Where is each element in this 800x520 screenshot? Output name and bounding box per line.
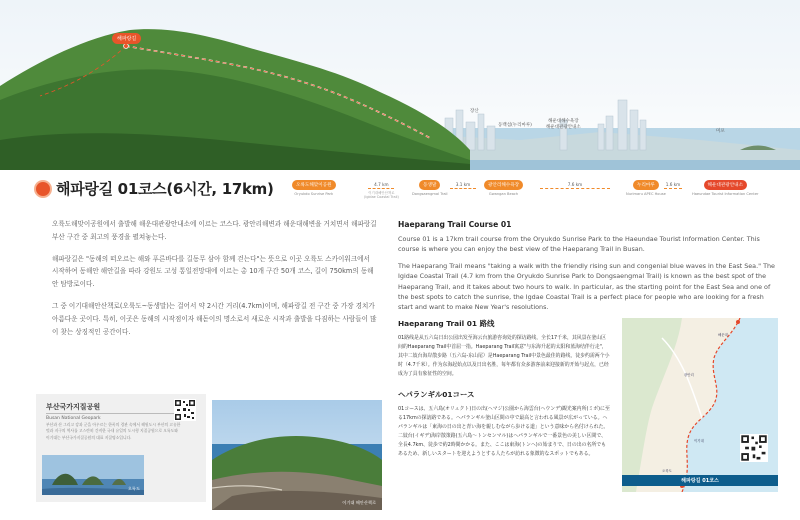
route-segment xyxy=(364,182,399,199)
landmark-mipo: 미포 xyxy=(716,129,725,134)
geopark-title: 부산국가지질공원 xyxy=(46,402,176,414)
page-title: 해파랑길 01코스(6시간, 17km) xyxy=(56,180,274,198)
route-diagram xyxy=(292,180,778,214)
course-title xyxy=(36,178,274,199)
route-stop xyxy=(626,180,666,196)
geopark-heading xyxy=(46,402,176,421)
landmark-haeundae: 해운대해수욕장 해운대관광안내소 xyxy=(546,119,581,130)
korean-paragraph: 해파랑길은 "동해의 떠오르는 해와 푸른바다를 길동무 삼아 함께 걷는다"는 뜻으로 이곳 오륙도 스카이워크에서 시작하여 동해안 해안길을 따라 강원도 고성 통일전망대에 이르는 총 10개 구간 50개 코스, 길이 750km의 동해안 탐방로이다. xyxy=(52,254,374,289)
igidae-coast-photo xyxy=(212,400,382,510)
qr-code-icon[interactable] xyxy=(740,434,768,462)
chinese-heading: Haeparang Trail 01 路线 xyxy=(398,319,495,328)
map-place: 이기대 xyxy=(694,439,704,443)
korean-paragraph: 오륙도해맞이공원에서 출발해 해운대관광안내소에 이르는 코스다. 광안리해변과 해운대해변을 거치면서 해파랑길 부산 구간 중 최고의 풍경을 펼쳐놓는다. xyxy=(52,220,377,241)
route-stop xyxy=(292,180,336,196)
segment-distance: 3.1 km xyxy=(455,182,471,187)
english-paragraph: The Haeparang Trail means "taking a walk with the friendly rising sun and congenial blue waves in the East Sea." The Igidae Coastal Trail (4.7 km from the Oryukdo Sunrise Park to Dongsaengmal Trail) is known as the best spot of the Haeparang Trail, and it takes about two hours to walk. In particular, as the starting point for the East Sea and one of the best spots to catch the sunrise, the Igdae Coastal Trail is a perfect place for people who are looking for a fresh start and want to make New Year's resolutions. xyxy=(398,261,775,312)
route-stop-name: 광안리해수욕장 xyxy=(484,180,523,190)
english-description xyxy=(398,220,780,319)
hero-panorama xyxy=(0,0,800,170)
korean-description xyxy=(52,218,378,347)
segment-distance: 7.6 km xyxy=(567,182,583,187)
coastline-illustration xyxy=(0,0,800,170)
route-stop xyxy=(412,180,448,196)
route-segment xyxy=(450,182,476,189)
segment-line xyxy=(540,188,610,189)
map-place: 오륙도 xyxy=(662,469,672,473)
geopark-card xyxy=(36,394,206,502)
qr-code-icon[interactable] xyxy=(174,399,196,421)
route-stop-name: 해운대관광안내소 xyxy=(704,180,748,190)
photo-caption: 오륙도 xyxy=(127,486,140,491)
route-stop xyxy=(484,180,523,196)
korean-paragraph: 그 중 이기대해안산책로(오륙도~동생말)는 걸어서 약 2시간 거리(4.7km)이며, 해파랑길 전 구간 중 가장 경치가 아름다운 곳이다. 특히, 이곳은 동해의 시작점이자 해돋이의 명소로서 새로운 시작과 출발을 다짐하는 사람들이 많이 찾는 상징적인 공간이다. xyxy=(52,301,377,336)
segment-distance: 4.7 km xyxy=(374,182,389,187)
english-heading: Haeparang Trail Course 01 xyxy=(398,220,512,229)
route-stop-name: 누리마루 xyxy=(633,180,659,190)
trail-pin-label: 해파랑길 xyxy=(112,33,141,44)
map-place: 광안리 xyxy=(684,373,694,377)
route-segment xyxy=(540,182,610,189)
photo-caption: 이기대 해안산책로 xyxy=(342,500,376,505)
route-stop-en: Oryukdo Sunrise Park xyxy=(294,192,334,196)
route-stop-en: Haeundae Tourist Information Center xyxy=(692,192,759,196)
route-stop-en: Nurimaru APEC House xyxy=(626,192,666,196)
segment-line xyxy=(450,188,476,189)
route-stop-name: 동생말 xyxy=(419,180,440,190)
map-place: 해운대 xyxy=(718,333,728,337)
route-stop xyxy=(692,180,759,196)
landmark-dongbaekseom: 동백섬(누리마루) xyxy=(498,123,532,128)
segment-note: 이기대해안산책로 (Igidae Coastal Trail) xyxy=(364,191,399,199)
segment-line xyxy=(664,188,682,189)
geopark-body: 부산과 산 그리고 강과 군을 아우르는 한폭의 경관 속에서 해원도시 부산의 고유한 멋과 지구의 역사를 고스란히 간직한 국내 유일의 도시형 지질공원으로 오륙도와 이기대는 부산국가지질공원의 대표 지질명소입니다. xyxy=(46,422,181,440)
trail-map xyxy=(622,318,778,492)
geopark-subtitle: Busan National Geopark xyxy=(46,416,101,421)
multilingual-description xyxy=(398,318,610,459)
route-stop-en: Gwangan Beach xyxy=(488,192,519,196)
route-stop-en: Dongsaengmal Trail xyxy=(412,192,448,196)
japanese-heading: ヘパランギル01コース xyxy=(398,390,475,399)
segment-line xyxy=(368,188,394,189)
landmark-jangsan: 장산 xyxy=(470,109,479,114)
segment-distance: 1.6 km xyxy=(665,182,681,187)
japanese-text: 01コースは、五六島(オリュクト)日の出(ヘマジ)公園から海雲台(ヘウンデ)観光案内所(ミボ)に至る17kmの探訪路である。ヘパランギル釜山区間の中で最高と言われる風景が広がっている。ヘパランギルは「東海の日の出と青い海を親しむながら歩ける道」という意味から名付けられた。二妓台(イギデ)海岸散策路(五六島～トンセンマル)はヘパランギルで一番景色の美しい区間で、全長4.7km、徒歩で約2時間かかる。また、ここは東海(トンヘ)の始まりで、日の出の名所でもあるため、新しいスタートを迎えようとする人たちが訪れる象徴的なスポットでもある。 xyxy=(398,406,610,457)
route-segment xyxy=(664,182,682,189)
sun-emblem-icon xyxy=(36,182,50,196)
chinese-text: 01路线是从五六岛日出公园出发至海云台旅游咨询处的探访路线，全长17千米，其风景在釜山区间的Haeparang Trail中首屈一指。Haeparang Trail寓意"与东海升起的太阳和蓝海结伴行走"，其中二妓台海岸散步路（五六岛-东山尾）是Haeparang Trail中景色最佳的路线，徒步约需两个小时（4.7千米）。作为东海起始点以及日出名胜，每年都有众多游客前来迎接新的开始与起点，已经成为了具有象征性的空间。 xyxy=(398,335,610,377)
oryukdo-photo xyxy=(42,455,144,495)
english-paragraph: Course 01 is a 17km trail course from the Oryukdo Sunrise Park to the Haeundae Tourist Information Center. This course is where you can enjoy the best view of the Haeparang Trail in Busan. xyxy=(398,235,760,254)
route-stop-name: 오륙도해맞이공원 xyxy=(292,180,336,190)
map-caption: 해파랑길 01코스 xyxy=(622,475,778,486)
